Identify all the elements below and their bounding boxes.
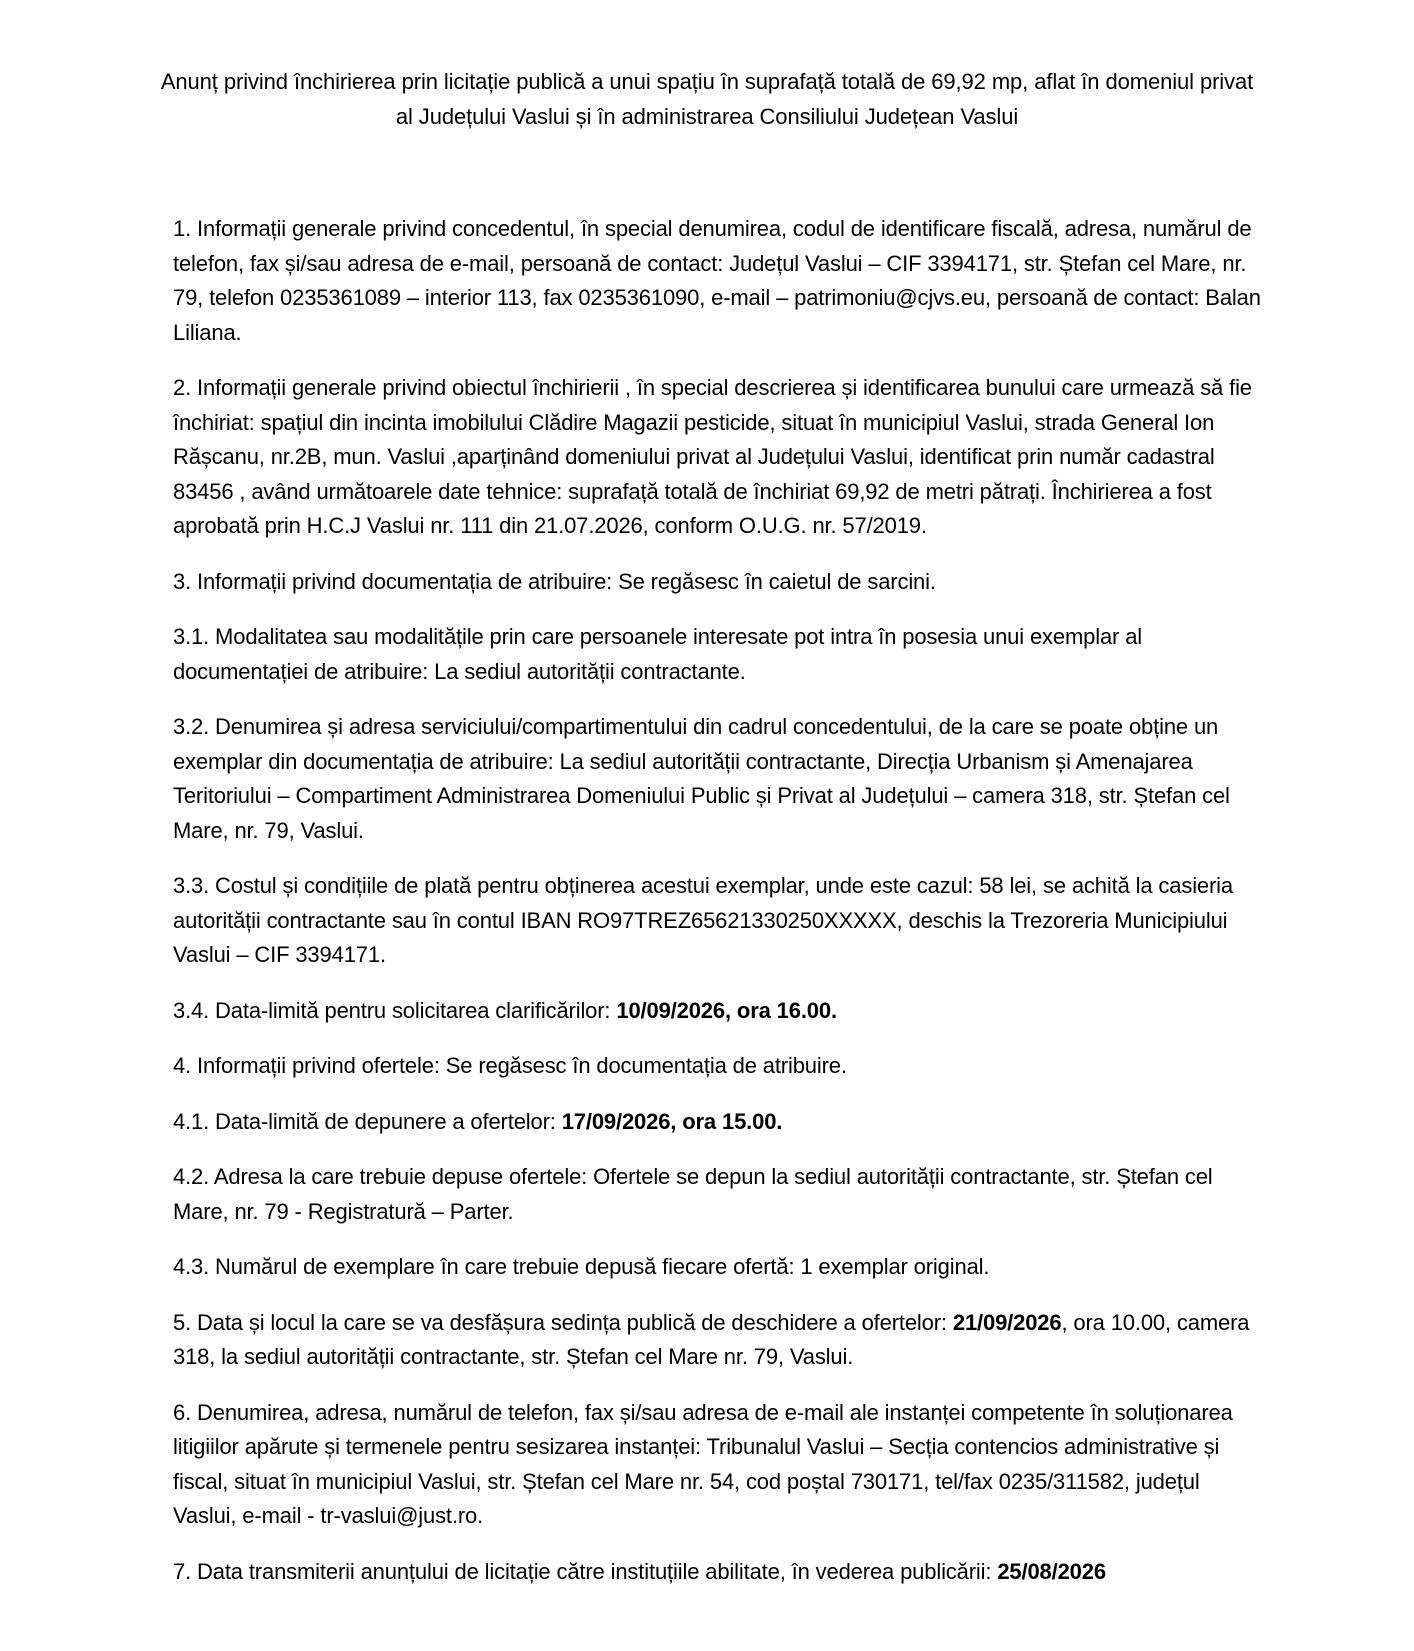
clarification-deadline: 10/09/2026, ora 16.00. <box>616 997 837 1023</box>
section-7-text: 7. Data transmiterii anunțului de licitație către instituțiile abilitate, în vederea publicării: <box>173 1558 998 1584</box>
document-body <box>173 212 1265 1610</box>
section-4-3: 4.3. Numărul de exemplare în care trebuie depusă fiecare ofertă: 1 exemplar original. <box>173 1254 990 1279</box>
section-5 <box>173 1306 1265 1375</box>
section-3-1: 3.1. Modalitatea sau modalitățile prin care persoanele interesate pot intra în posesia unui exemplar al documentației de atribuire: La sediul autorității contractante. <box>173 624 1143 684</box>
section-3-4-text: 3.4. Data-limită pentru solicitarea clarificărilor: <box>173 997 617 1023</box>
section-4: 4. Informații privind ofertele: Se regăsesc în documentația de atribuire. <box>173 1053 847 1078</box>
section-3-4 <box>173 994 1265 1029</box>
section-1: 1. Informații generale privind concedentul, în special denumirea, codul de identificare fiscală, adresa, numărul de telefon, fax și/sau adresa de e-mail, persoană de contact: Județul Vaslui – CIF 3394171, str. Ștefan cel Mare, nr. 79, telefon 0235361089 – interior 113, fax 0235361090, e-mail – patrimoniu@cjvs.eu, persoană de contact: Balan Liliana. <box>173 216 1261 345</box>
section-5-rest: , ora 10.00, camera 318, la sediul autorității contractante, str. Ștefan cel Mare nr. 79, Vaslui. <box>173 1309 1250 1369</box>
section-3-3: 3.3. Costul și condițiile de plată pentru obținerea acestui exemplar, unde este cazul: 58 lei, se achită la casieria autorității contractante sau în contul IBAN RO97TREZ65621330250XXXXX, deschis la Trezoreria Municipiului Vaslui – CIF 3394171. <box>173 873 1234 967</box>
section-4-1-text: 4.1. Data-limită de depunere a ofertelor: <box>173 1108 562 1134</box>
section-5-text: 5. Data și locul la care se va desfășura sedința publică de deschidere a ofertelor: <box>173 1309 953 1335</box>
section-6: 6. Denumirea, adresa, numărul de telefon, fax și/sau adresa de e-mail ale instanței competente în soluționarea litigiilor apărute și termenele pentru sesizarea instanței: Tribunalul Vaslui – Secția contencios administrative și fiscal, situat în municipiul Vaslui, str. Ștefan cel Mare nr. 54, cod poștal 730171, tel/fax 0235/311582, județul Vaslui, e-mail - tr-vaslui@just.ro. <box>173 1399 1233 1528</box>
offer-deadline: 17/09/2026, ora 15.00. <box>561 1108 783 1134</box>
section-4-2: 4.2. Adresa la care trebuie depuse ofertele: Ofertele se depun la sediul autorității contractante, str. Ștefan cel Mare, nr. 79 - Registratură – Parter. <box>173 1164 1213 1224</box>
transmission-date: 25/08/2026 <box>997 1558 1106 1584</box>
document-title: Anunț privind închirierea prin licitație publică a unui spațiu în suprafață totală de 69,92 mp, aflat în domeniul privat al Județului Vaslui și în administrarea Consiliului Județean Vaslui <box>160 69 1254 129</box>
section-7 <box>173 1555 1265 1590</box>
section-3: 3. Informații privind documentația de atribuire: Se regăsesc în caietul de sarcini. <box>173 568 936 594</box>
section-4-1 <box>173 1105 1265 1140</box>
section-2: 2. Informații generale privind obiectul închirierii , în special descrierea și identificarea bunului care urmează să fie închiriat: spațiul din incinta imobilului Clădire Magazii pesticide, situat în municipiul Vaslui, strada General Ion Rășcanu, nr.2B, mun. Vaslui ,aparținând domeniului privat al Județului Vaslui, identificat prin număr cadastral 83456 , având următoarele date tehnice: suprafață totală de închiriat 69,92 de metri pătrați. Închirierea a fost aprobată prin H.C.J Vaslui nr. 111 din 21.07.2026, conform O.U.G. nr. 57/2019. <box>173 375 1252 538</box>
section-3-2: 3.2. Denumirea și adresa serviciului/compartimentului din cadrul concedentului, de la care se poate obține un exemplar din documentația de atribuire: La sediul autorității contractante, Direcția Urbanism și Amenajarea Teritoriului – Compartiment Administrarea Domeniului Public și Privat al Județului – camera 318, str. Ștefan cel Mare, nr. 79, Vaslui. <box>173 714 1230 843</box>
opening-date: 21/09/2026 <box>952 1309 1062 1335</box>
